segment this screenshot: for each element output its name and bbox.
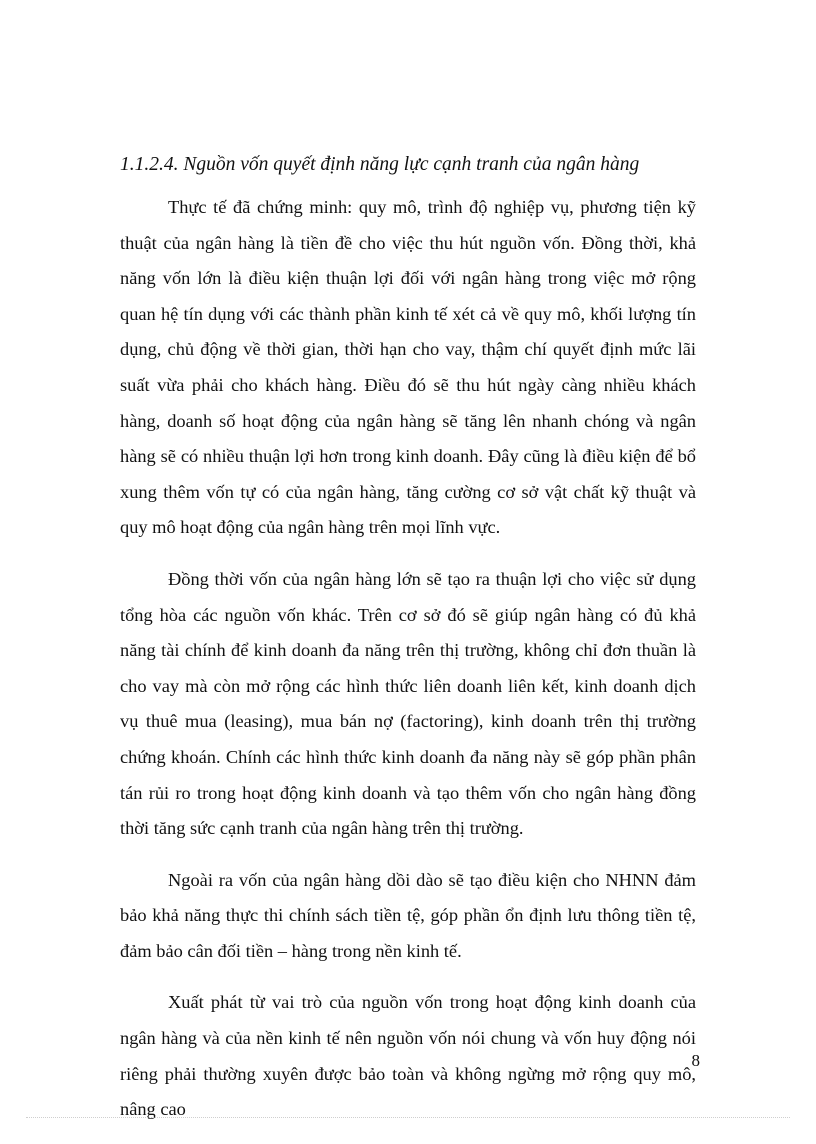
paragraph-4: Xuất phát từ vai trò của nguồn vốn trong hoạt động kinh doanh của ngân hàng và của nền kinh tế nên nguồn vốn nói chung và vốn huy động nói riêng phải thường xuyên được bảo toàn và không ngừng mở rộng quy mô, nâng cao — [120, 992, 696, 1120]
paragraph-2: Đồng thời vốn của ngân hàng lớn sẽ tạo ra thuận lợi cho việc sử dụng tổng hòa các nguồn vốn khác. Trên cơ sở đó sẽ giúp ngân hàng có đủ khả năng tài chính để kinh doanh đa năng trên thị trường, không chỉ đơn thuần là cho vay mà còn mở rộng các hình thức liên doanh liên kết, kinh doanh dịch vụ thuê mua (leasing), mua bán nợ (factoring), kinh doanh trên thị trường chứng khoán. Chính các hình thức kinh doanh đa năng này sẽ góp phần phân tán rủi ro trong hoạt động kinh doanh và tạo thêm vốn cho ngân hàng đồng thời tăng sức cạnh tranh của ngân hàng trên thị trường. — [120, 568, 696, 839]
paragraph-1: Thực tế đã chứng minh: quy mô, trình độ nghiệp vụ, phương tiện kỹ thuật của ngân hàng là tiền đề cho việc thu hút nguồn vốn. Đồng thời, khả năng vốn lớn là điều kiện thuận lợi đối với ngân hàng trong việc mở rộng quan hệ tín dụng với các thành phần kinh tế xét cả về quy mô, khối lượng tín dụng, chủ động về thời gian, thời hạn cho vay, thậm chí quyết định mức lãi suất vừa phải cho khách hàng. Điều đó sẽ thu hút ngày càng nhiều khách hàng, doanh số hoạt động của ngân hàng sẽ tăng lên nhanh chóng và ngân hàng sẽ có nhiều thuận lợi hơn trong kinh doanh. Đây cũng là điều kiện để bổ xung thêm vốn tự có của ngân hàng, tăng cường cơ sở vật chất kỹ thuật và quy mô hoạt động của ngân hàng trên mọi lĩnh vực. — [120, 197, 696, 538]
section-heading: 1.1.2.4. Nguồn vốn quyết định năng lực cạnh tranh của ngân hàng — [120, 154, 640, 175]
body-text — [120, 190, 696, 1144]
page-number: 8 — [691, 1051, 700, 1070]
paragraph-3: Ngoài ra vốn của ngân hàng dồi dào sẽ tạo điều kiện cho NHNN đảm bảo khả năng thực thi chính sách tiền tệ, góp phần ổn định lưu thông tiền tệ, đảm bảo cân đối tiền – hàng trong nền kinh tế. — [120, 869, 696, 961]
footer-divider — [26, 1117, 790, 1118]
